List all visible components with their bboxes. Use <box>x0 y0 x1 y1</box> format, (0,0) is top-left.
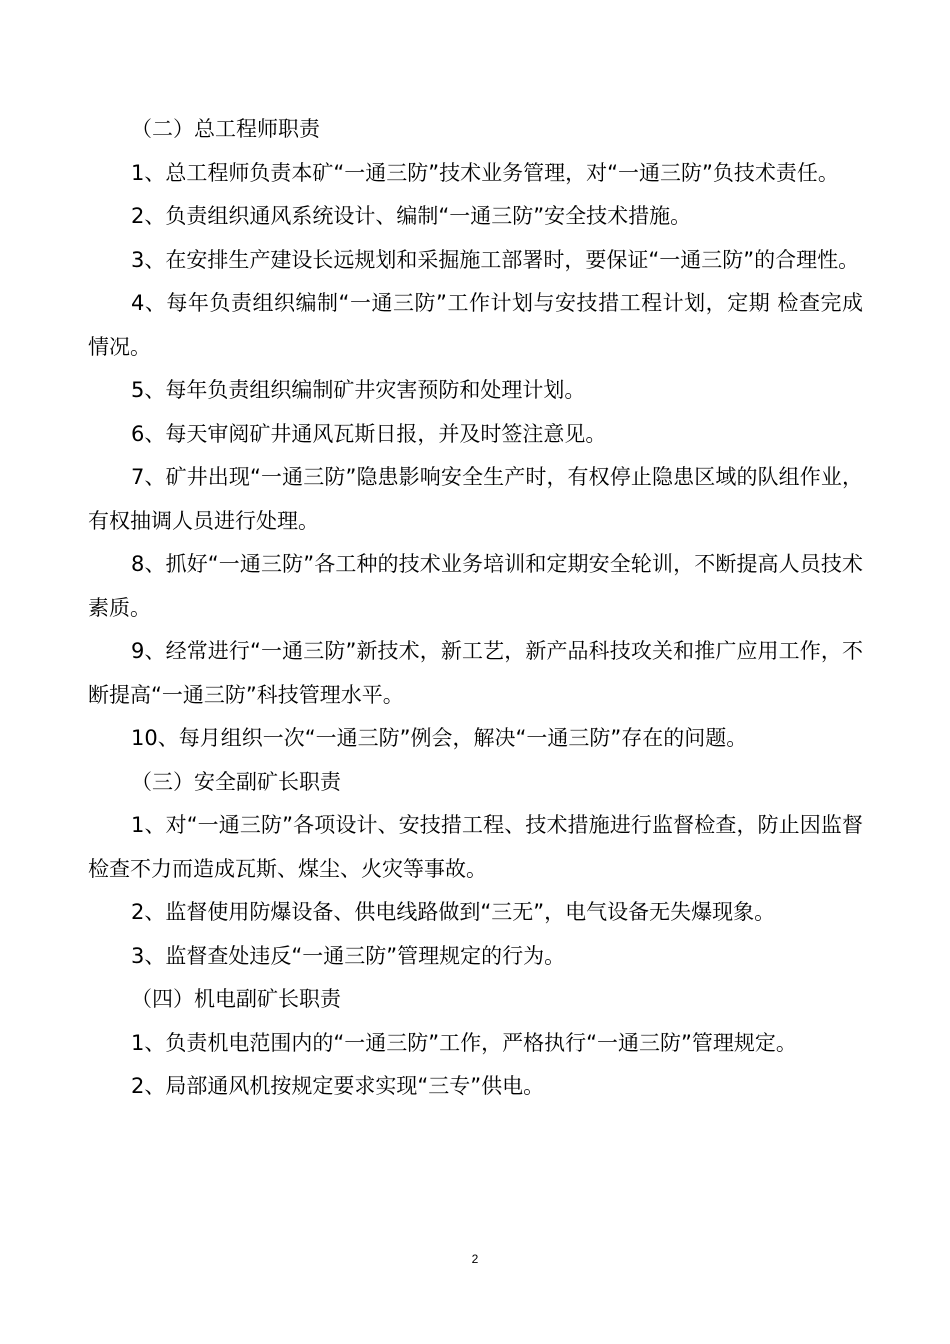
paragraph-item-6: 6、每天审阅矿井通风瓦斯日报，并及时签注意见。 <box>131 421 607 446</box>
paragraph-item-8: 8、抓好“一通三防”各工种的技术业务培训和定期安全轮训，不断提高人员技术素质。 <box>88 552 863 620</box>
paragraph-item-1: 1、总工程师负责本矿“一通三防”技术业务管理，对“一通三防”负技术责任。 <box>131 160 839 185</box>
section-heading-chief-engineer: （二）总工程师职责 <box>131 117 320 141</box>
page-number: 2 <box>471 1252 479 1266</box>
paragraph-item-10: 10、每月组织一次“一通三防”例会，解决“一通三防”存在的问题。 <box>131 726 748 750</box>
paragraph-item-4: 4、每年负责组织编制“一通三防”工作计划与安技措工程计划，定期 检查完成情况。 <box>88 291 863 359</box>
paragraph-electromechanical-item-1: 1、负责机电范围内的“一通三防”工作，严格执行“一通三防”管理规定。 <box>131 1030 797 1055</box>
paragraph-item-2: 2、负责组织通风系统设计、编制“一通三防”安全技术措施。 <box>131 204 692 228</box>
section-heading-safety-deputy: （三）安全副矿长职责 <box>131 769 341 794</box>
paragraph-item-7: 7、矿井出现“一通三防”隐患影响安全生产时，有权停止隐患区域的队组作业，有权抽调人员进行处理。 <box>88 465 863 533</box>
paragraph-safety-item-3: 3、监督查处违反“一通三防”管理规定的行为。 <box>131 943 566 968</box>
paragraph-electromechanical-item-2: 2、局部通风机按规定要求实现“三专”供电。 <box>131 1074 545 1098</box>
section-heading-electromechanical-deputy: （四）机电副矿长职责 <box>131 987 341 1011</box>
paragraph-item-3: 3、在安排生产建设长远规划和采掘施工部署时，要保证“一通三防”的合理性。 <box>131 247 860 272</box>
paragraph-item-9: 9、经常进行“一通三防”新技术，新工艺，新产品科技攻关和推广应用工作，不断提高“一通三防”科技管理水平。 <box>88 639 863 707</box>
document-body <box>88 108 863 1109</box>
paragraph-item-5: 5、每年负责组织编制矿井灾害预防和处理计划。 <box>131 378 586 402</box>
paragraph-safety-item-1: 1、对“一通三防”各项设计、安技措工程、技术措施进行监督检查，防止因监督检查不力而造成瓦斯、煤尘、火灾等事故。 <box>88 813 863 881</box>
paragraph-safety-item-2: 2、监督使用防爆设备、供电线路做到“三无”，电气设备无失爆现象。 <box>131 900 776 924</box>
